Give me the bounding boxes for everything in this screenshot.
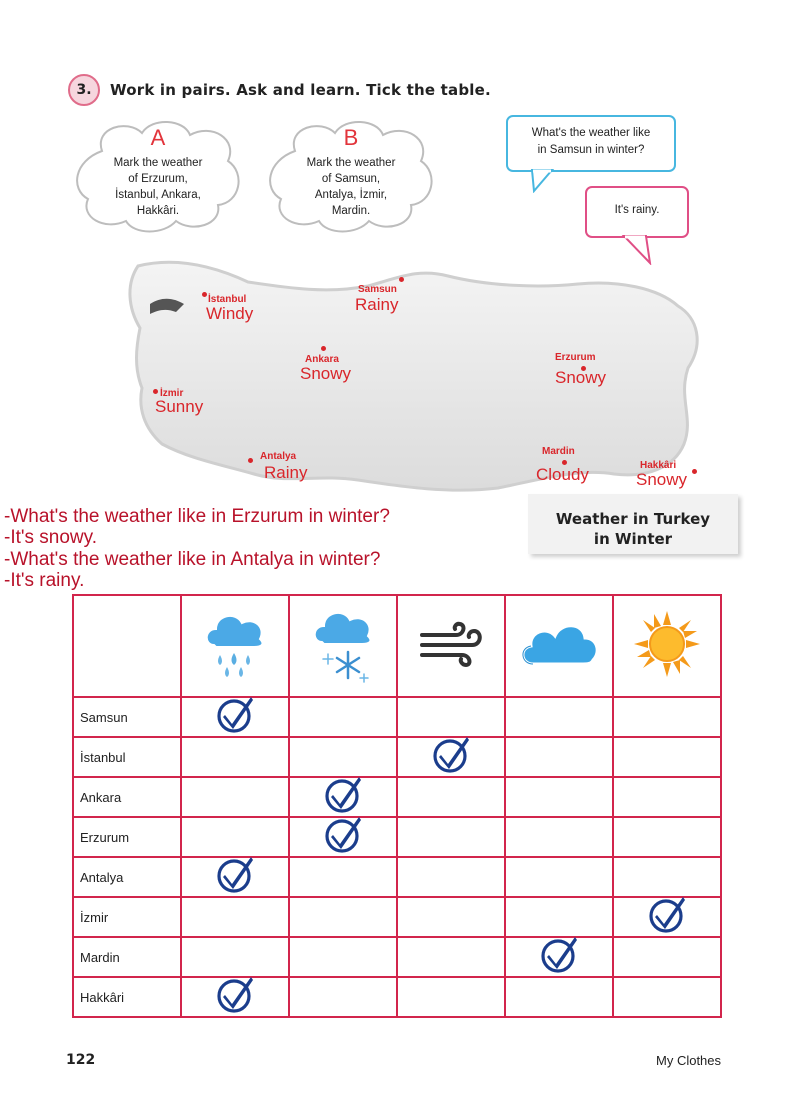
table-row: [73, 977, 721, 1017]
tick-cell[interactable]: [181, 697, 289, 737]
city-weather-ankara: Snowy: [300, 364, 352, 383]
map-title-box: [528, 494, 738, 554]
chapter-title: My Clothes: [656, 1053, 722, 1068]
tick-cell[interactable]: [181, 977, 289, 1017]
tick-cell[interactable]: [397, 777, 505, 817]
row-city-label: İzmir: [73, 897, 181, 937]
tick-cell[interactable]: [613, 697, 721, 737]
city-name-erzurum: Erzurum: [555, 352, 596, 363]
tick-cell[interactable]: [397, 857, 505, 897]
city-weather-samsun: Rainy: [355, 295, 399, 314]
tick-cell[interactable]: [181, 817, 289, 857]
map-title: Weather in Turkey: [555, 510, 711, 528]
city-name-izmir: İzmir: [160, 388, 184, 399]
checkmark-icon: [322, 813, 364, 855]
tick-cell[interactable]: [289, 777, 397, 817]
row-city-label: Erzurum: [73, 817, 181, 857]
tick-cell[interactable]: [613, 857, 721, 897]
tick-cell[interactable]: [289, 977, 397, 1017]
city-weather-antalya: Rainy: [264, 463, 308, 482]
turkey-map-shape-icon: [118, 248, 718, 498]
cloud-letter-a: A: [150, 125, 166, 150]
city-weather-istanbul: Windy: [206, 304, 254, 323]
city-name-ankara: Ankara: [305, 354, 339, 365]
rainy-icon: [200, 605, 270, 683]
tick-cell[interactable]: [613, 737, 721, 777]
city-name-mardin: Mardin: [542, 446, 575, 457]
tick-cell[interactable]: [289, 737, 397, 777]
sunny-icon: [632, 609, 702, 679]
tick-cell[interactable]: [397, 817, 505, 857]
weather-table: [72, 594, 722, 1018]
tick-cell[interactable]: [289, 817, 397, 857]
checkmark-icon: [322, 773, 364, 815]
tick-cell[interactable]: [397, 737, 505, 777]
task-header: [68, 74, 491, 106]
checkmark-icon: [214, 853, 256, 895]
row-city-label: Antalya: [73, 857, 181, 897]
tick-cell[interactable]: [505, 737, 613, 777]
tick-cell[interactable]: [613, 977, 721, 1017]
tick-cell[interactable]: [505, 937, 613, 977]
column-windy: [397, 595, 505, 697]
checkmark-icon: [214, 693, 256, 735]
map-subtitle: in Winter: [593, 530, 673, 548]
tick-cell[interactable]: [505, 977, 613, 1017]
column-rainy: [181, 595, 289, 697]
tick-cell[interactable]: [397, 937, 505, 977]
tick-cell[interactable]: [397, 897, 505, 937]
tick-cell[interactable]: [505, 897, 613, 937]
tick-cell[interactable]: [289, 697, 397, 737]
table-row: [73, 857, 721, 897]
checkmark-icon: [646, 893, 688, 935]
tick-cell[interactable]: [181, 857, 289, 897]
speech-bubble-question: What's the weather like in Samsun in winter?: [506, 115, 676, 172]
tick-cell[interactable]: [289, 897, 397, 937]
turkey-map: [118, 248, 718, 498]
page-number: 122: [66, 1052, 96, 1068]
dialogue-line-4: -It's rainy.: [4, 570, 85, 591]
tick-cell[interactable]: [613, 817, 721, 857]
tick-cell[interactable]: [397, 697, 505, 737]
checkmark-icon: [430, 733, 472, 775]
tick-cell[interactable]: [505, 817, 613, 857]
column-snowy: [289, 595, 397, 697]
tick-cell[interactable]: [505, 697, 613, 737]
dialogue-line-2: -It's snowy.: [4, 527, 98, 548]
tick-cell[interactable]: [181, 897, 289, 937]
table-row: [73, 897, 721, 937]
tick-cell[interactable]: [505, 777, 613, 817]
snowy-icon: [308, 604, 378, 684]
table-row: [73, 937, 721, 977]
task-number: 3.: [68, 74, 100, 106]
cloud-text-a: Mark the weather of Erzurum, İstanbul, Ankara, Hakkâri.: [113, 157, 203, 217]
tick-cell[interactable]: [289, 857, 397, 897]
tick-cell[interactable]: [397, 977, 505, 1017]
table-row: [73, 737, 721, 777]
city-name-samsun: Samsun: [358, 284, 397, 295]
dialogue-line-1: -What's the weather like in Erzurum in winter?: [4, 506, 390, 527]
city-name-hakkari: Hakkâri: [640, 460, 677, 471]
city-weather-hakkari: Snowy: [636, 470, 688, 489]
task-instruction: Work in pairs. Ask and learn. Tick the table.: [110, 81, 491, 99]
tick-cell[interactable]: [613, 777, 721, 817]
tick-cell[interactable]: [289, 937, 397, 977]
row-city-label: Hakkâri: [73, 977, 181, 1017]
cloud-letter-b: B: [343, 125, 359, 150]
city-name-antalya: Antalya: [260, 451, 297, 462]
tick-cell[interactable]: [181, 737, 289, 777]
windy-icon: [416, 619, 486, 669]
thought-cloud-b: [265, 117, 437, 235]
row-city-label: Mardin: [73, 937, 181, 977]
tick-cell[interactable]: [181, 777, 289, 817]
tick-cell[interactable]: [505, 857, 613, 897]
checkmark-icon: [538, 933, 580, 975]
column-sunny: [613, 595, 721, 697]
row-city-label: İstanbul: [73, 737, 181, 777]
checkmark-icon: [214, 973, 256, 1015]
table-row: [73, 697, 721, 737]
table-row: [73, 817, 721, 857]
table-corner-cell: [73, 595, 181, 697]
column-cloudy: [505, 595, 613, 697]
city-weather-erzurum: Snowy: [555, 368, 607, 387]
tick-cell[interactable]: [181, 937, 289, 977]
bubble-tail-icon: [528, 169, 558, 193]
speech-bubble-answer: It's rainy.: [585, 186, 689, 238]
dialogue-line-3: -What's the weather like in Antalya in winter?: [4, 549, 381, 570]
row-city-label: Ankara: [73, 777, 181, 817]
city-weather-izmir: Sunny: [155, 397, 204, 416]
city-name-istanbul: İstanbul: [208, 294, 247, 305]
cloudy-icon: [517, 616, 601, 672]
city-weather-mardin: Cloudy: [536, 465, 589, 484]
table-header-row: [73, 595, 721, 697]
cloud-text-b: Mark the weather of Samsun, Antalya, İzmir, Mardin.: [306, 157, 396, 217]
tick-cell[interactable]: [613, 937, 721, 977]
row-city-label: Samsun: [73, 697, 181, 737]
thought-cloud-a: [72, 117, 244, 235]
tick-cell[interactable]: [613, 897, 721, 937]
table-row: [73, 777, 721, 817]
